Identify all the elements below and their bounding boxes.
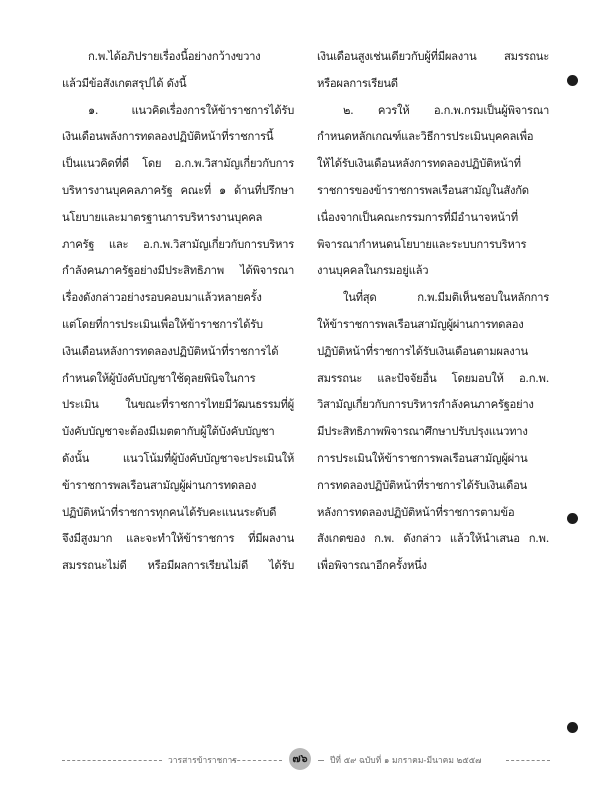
punch-hole-top	[567, 75, 578, 86]
text-line: ภาครัฐ และ อ.ก.พ.วิสามัญเกี่ยวกับการบริหาร	[62, 237, 294, 251]
text-line: การประเมินให้ข้าราชการพลเรือนสามัญผู้ผ่าน	[317, 451, 528, 465]
text-line: ๒. ควรให้ อ.ก.พ.กรมเป็นผู้พิจารณา	[343, 103, 549, 117]
text-line: ข้าราชการพลเรือนสามัญผู้ผ่านการทดลอง	[62, 478, 257, 492]
punch-hole-middle	[567, 513, 578, 524]
footer-rule-right-inner	[318, 760, 324, 761]
text-line: ประเมิน ในขณะที่ราชการไทยมีวัฒนธรรมที่ผู้	[62, 398, 294, 412]
text-line: ราชการของข้าราชการพลเรือนสามัญในสังกัด	[317, 183, 529, 197]
footer-rule-left-inner	[232, 760, 282, 761]
text-line: ให้ข้าราชการพลเรือนสามัญผู้ผ่านการทดลอง	[317, 317, 524, 331]
text-line: การทดลองปฏิบัติหน้าที่ราชการได้รับเงินเดือน	[317, 478, 527, 492]
text-line: เงินเดือนพลังการทดลองปฏิบัติหน้าที่ราชการนี้	[62, 130, 274, 144]
text-line: มีประสิทธิภาพพิจารณาศึกษาปรับปรุงแนวทาง	[317, 425, 528, 439]
text-line: ดังนั้น แนวโน้มที่ผู้บังคับบัญชาจะประเมินให้	[62, 451, 294, 465]
text-line: สมรรถนะไม่ดี หรือมีผลการเรียนไม่ดี ได้รับ	[62, 559, 294, 573]
text-line: บังคับบัญชาจะต้องมีเมตตากับผู้ใต้บังคับบัญชา	[62, 425, 275, 439]
text-line: แล้วมีข้อสังเกตสรุปได้ ดังนี้	[62, 76, 187, 90]
text-line: หลังการทดลองปฏิบัติหน้าที่ราชการตามข้อ	[317, 505, 515, 519]
text-line: แต่โดยที่การประเมินเพื่อให้ข้าราชการได้รับ	[62, 317, 263, 331]
text-line: ให้ได้รับเงินเดือนหลังการทดลองปฏิบัติหน้าที่	[317, 157, 521, 171]
text-line: จึงมีสูงมาก และจะทำให้ข้าราชการ ที่มีผลงาน	[62, 532, 294, 546]
footer-issue-info: ปีที่ ๕๙ ฉบับที่ ๑ มกราคม-มีนาคม ๒๕๕๗	[330, 756, 482, 766]
text-line: งานบุคคลในกรมอยู่แล้ว	[317, 264, 429, 278]
footer-rule-right	[506, 760, 550, 761]
text-line: ๑. แนวคิดเรื่องการให้ข้าราชการได้รับ	[88, 103, 294, 117]
text-line: พิจารณากำหนดนโยบายและระบบการบริหาร	[317, 237, 527, 251]
page-number-badge: ๗๖	[289, 748, 311, 770]
text-line: ก.พ.ได้อภิปรายเรื่องนี้อย่างกว้างขวาง	[88, 50, 261, 63]
text-line: ปฏิบัติหน้าที่ราชการทุกคนได้รับคะแนนระดับดี	[62, 505, 277, 519]
right-text-column	[317, 44, 549, 580]
text-line: กำหนดหลักเกณฑ์และวิธีการประเมินบุคคลเพื่อ	[317, 130, 534, 144]
text-line: กำลังคนภาครัฐอย่างมีประสิทธิภาพ ได้พิจารณา	[62, 264, 294, 278]
text-line: หรือผลการเรียนดี	[317, 76, 398, 90]
text-line: เพื่อพิจารณาอีกครั้งหนึ่ง	[317, 559, 427, 573]
footer-journal-name: วารสารข้าราชการ	[168, 756, 237, 766]
text-line: บริหารงานบุคคลภาครัฐ คณะที่ ๑ ด้านที่ปรึกษา	[62, 183, 294, 197]
text-line: สังเกตของ ก.พ. ดังกล่าว แล้วให้นำเสนอ ก.พ.	[317, 532, 549, 546]
page-footer	[0, 744, 612, 774]
text-line: เงินเดือนหลังการทดลองปฏิบัติหน้าที่ราชการได้	[62, 344, 279, 358]
text-line: เงินเดือนสูงเช่นเดียวกับผู้ที่มีผลงาน สมรรถนะ	[317, 50, 549, 63]
text-line: ในที่สุด ก.พ.มีมติเห็นชอบในหลักการ	[343, 291, 549, 305]
text-line: ปฏิบัติหน้าที่ราชการได้รับเงินเดือนตามผลงาน	[317, 344, 528, 358]
left-text-column	[62, 44, 294, 580]
punch-hole-bottom	[567, 722, 578, 733]
text-line: นโยบายและมาตรฐานการบริหารงานบุคคล	[62, 210, 263, 224]
text-line: กำหนดให้ผู้บังคับบัญชาใช้ดุลยพินิจในการ	[62, 371, 256, 385]
text-line: เนื่องจากเป็นคณะกรรมการที่มีอำนาจหน้าที่	[317, 210, 518, 224]
text-line: เรื่องดังกล่าวอย่างรอบคอบมาแล้วหลายครั้ง	[62, 291, 262, 305]
text-line: สมรรถนะ และปัจจัยอื่น โดยมอบให้ อ.ก.พ.	[317, 371, 549, 385]
text-line: เป็นแนวคิดที่ดี โดย อ.ก.พ.วิสามัญเกี่ยวกับการ	[62, 157, 294, 171]
footer-rule-left	[62, 760, 162, 761]
text-line: วิสามัญเกี่ยวกับการบริหารกำลังคนภาครัฐอย่าง	[317, 398, 534, 412]
